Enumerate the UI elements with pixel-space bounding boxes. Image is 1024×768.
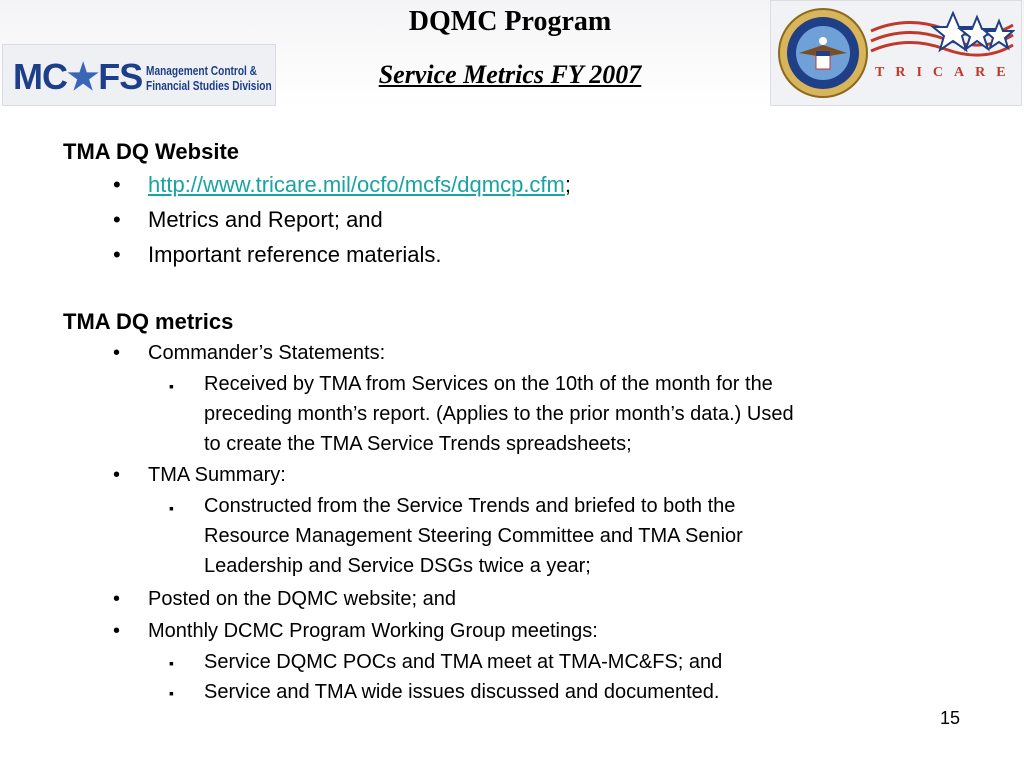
- mcfs-star-icon: ★: [67, 56, 99, 97]
- mcfs-mark-suffix: FS: [98, 56, 143, 97]
- website-link[interactable]: http://www.tricare.mil/ocfo/mcfs/dqmcp.cfm: [148, 172, 565, 197]
- bullet: •: [113, 242, 121, 267]
- bullet: •: [113, 207, 121, 232]
- meeting-detail: Service and TMA wide issues discussed and documented.: [204, 681, 720, 703]
- bullet: •: [113, 464, 121, 486]
- section-heading-metrics: TMA DQ metrics: [63, 309, 234, 334]
- monthly-meetings-label: Monthly DCMC Program Working Group meetings:: [148, 620, 598, 642]
- detail-line: Resource Management Steering Committee and TMA Senior: [204, 525, 743, 547]
- slide-title: DQMC Program: [408, 6, 612, 37]
- sub-bullet: ▪: [169, 655, 174, 671]
- commanders-statements-detail: [204, 369, 794, 459]
- mcfs-division-name: [146, 63, 272, 93]
- website-link-item: [148, 172, 571, 198]
- posted-item: Posted on the DQMC website; and: [148, 588, 456, 610]
- website-link-suffix: ;: [564, 172, 571, 197]
- tma-summary-detail: [204, 491, 743, 581]
- detail-line: Received by TMA from Services on the 10th of the month for the: [204, 373, 773, 395]
- tma-summary-label: TMA Summary:: [148, 464, 286, 486]
- commanders-statements-label: Commander’s Statements:: [148, 342, 386, 364]
- dod-seal-icon: [777, 7, 869, 99]
- tricare-stars-stripes-icon: [867, 11, 1015, 63]
- page-number: 15: [940, 708, 961, 728]
- mcfs-mark-prefix: MC: [13, 56, 67, 97]
- meeting-detail: Service DQMC POCs and TMA meet at TMA-MC&FS; and: [204, 651, 723, 673]
- detail-line: Constructed from the Service Trends and briefed to both the: [204, 495, 736, 517]
- slide-subtitle: Service Metrics FY 2007: [378, 60, 642, 89]
- sub-bullet: ▪: [169, 378, 174, 394]
- mcfs-mark: [13, 57, 142, 97]
- bullet: •: [113, 342, 121, 364]
- bullet: •: [113, 620, 121, 642]
- detail-line: to create the TMA Service Trends spreadsheets;: [204, 433, 632, 455]
- sub-bullet: ▪: [169, 685, 174, 701]
- bullet: •: [113, 172, 121, 197]
- section-heading-website: TMA DQ Website: [63, 139, 240, 164]
- tricare-logo: [770, 0, 1022, 106]
- mcfs-logo: [2, 44, 276, 106]
- bullet: •: [113, 588, 121, 610]
- mcfs-division-line1: Management Control &: [146, 63, 257, 78]
- list-item: Important reference materials.: [148, 242, 442, 267]
- mcfs-division-line2: Financial Studies Division: [146, 78, 272, 93]
- tricare-wordmark: TRICARE: [875, 65, 1017, 80]
- detail-line: preceding month’s report. (Applies to the prior month’s data.) Used: [204, 403, 794, 425]
- sub-bullet: ▪: [169, 500, 174, 516]
- list-item: Metrics and Report; and: [148, 207, 383, 232]
- detail-line: Leadership and Service DSGs twice a year;: [204, 555, 591, 577]
